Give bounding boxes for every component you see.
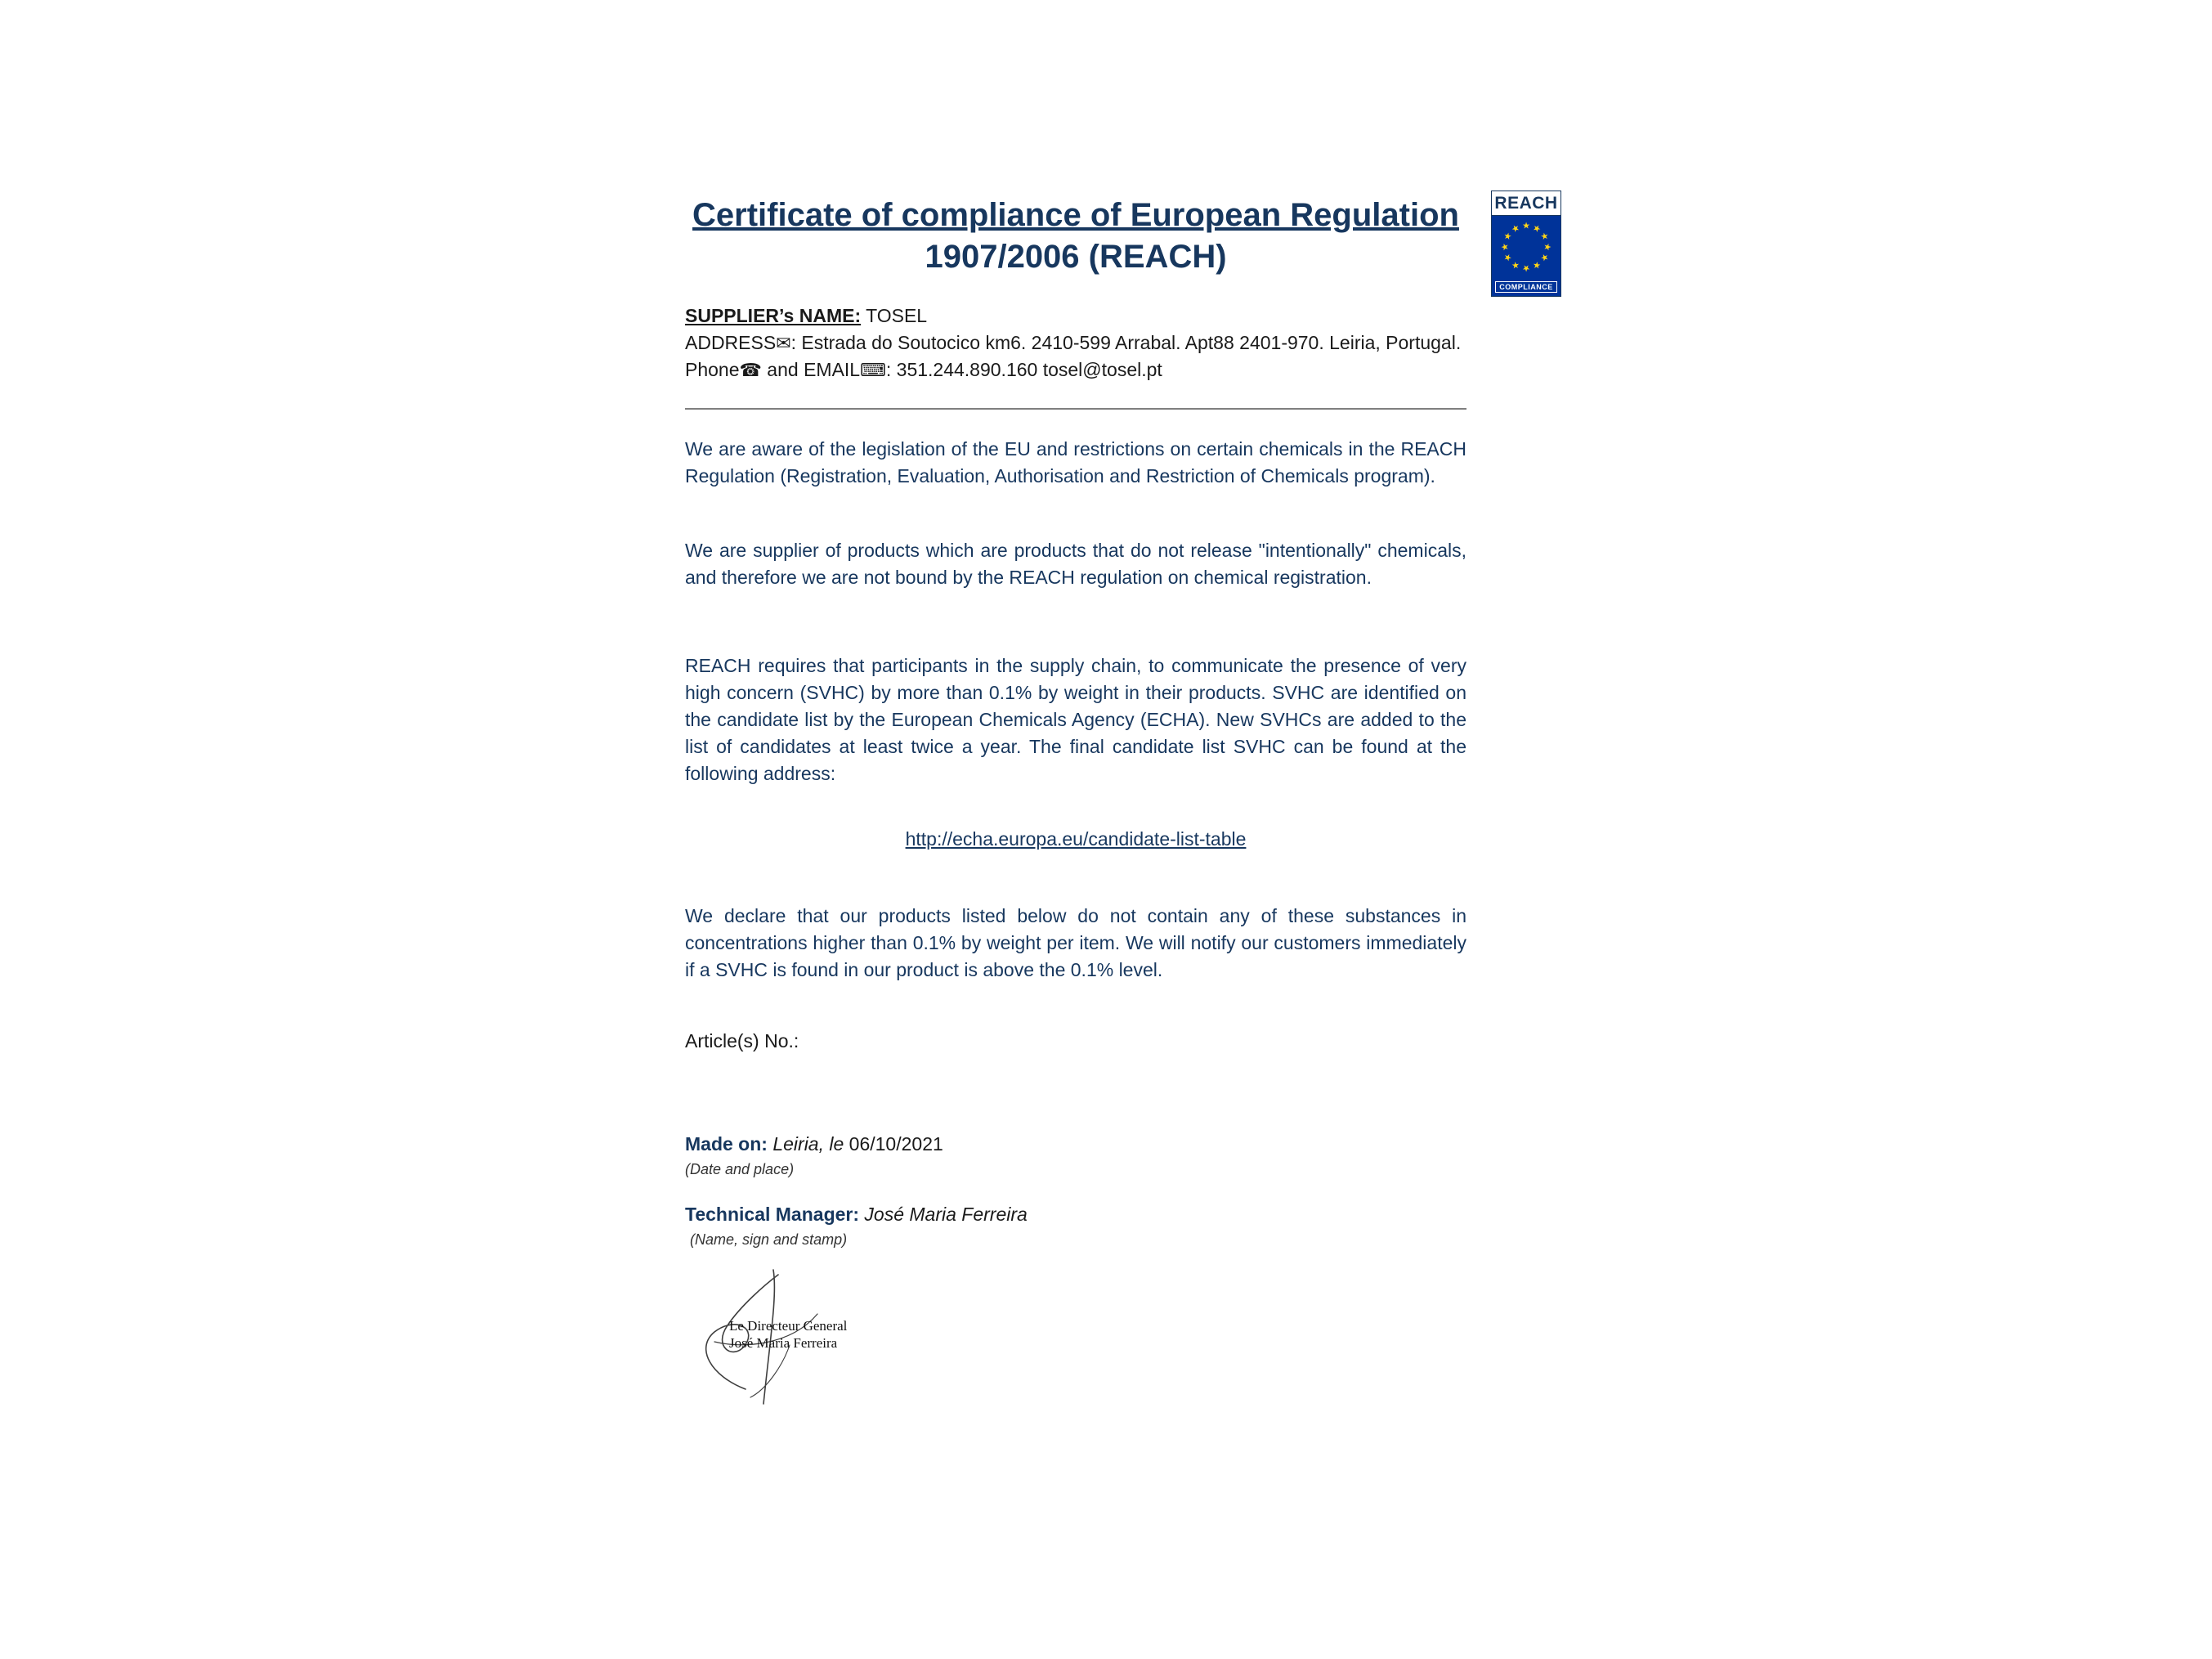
made-on-date: 06/10/2021: [844, 1133, 943, 1155]
eu-star-icon: ★: [1502, 251, 1515, 264]
technical-manager-line: [685, 1201, 1466, 1228]
email-label: and EMAIL: [761, 359, 861, 381]
eu-star-icon: ★: [1502, 230, 1515, 243]
paragraph-supplier-declaration: We are supplier of products which are products that do not release "intentionally" chemicals, and therefore we are not bound by the REACH regulation on chemical registration.: [685, 540, 1466, 589]
compliance-banner: [1492, 278, 1560, 296]
title-line-2: 1907/2006 (REACH): [925, 239, 1227, 276]
address-line: [685, 330, 1466, 356]
date-place-caption: (Date and place): [685, 1161, 795, 1178]
divider-rule: [685, 408, 1466, 410]
supplier-name-label: SUPPLIER’s NAME:: [685, 305, 862, 327]
name-sign-caption: (Name, sign and stamp): [690, 1231, 848, 1249]
candidate-list-link-line: [685, 826, 1466, 853]
reach-compliance-logo: [1491, 191, 1561, 297]
contact-value: : 351.244.890.160 tosel@tosel.pt: [885, 359, 1162, 381]
certificate-title: [685, 195, 1466, 278]
technical-manager-name: José Maria Ferreira: [859, 1204, 1028, 1226]
supplier-block: [685, 303, 1466, 383]
eu-star-icon: ★: [1522, 262, 1530, 273]
signature-block: [693, 1267, 938, 1422]
eu-flag: [1492, 216, 1560, 278]
contact-line: [685, 356, 1466, 383]
paragraph-legislation: We are aware of the legislation of the EU and restrictions on certain chemicals in the REACH Regulation (Registration, Evaluation, Authorisation and Restriction of Chemicals program).: [685, 438, 1466, 487]
eu-star-icon: ★: [1530, 222, 1543, 235]
signature-text-line2: José Maria Ferreira: [729, 1335, 838, 1352]
made-on-label: Made on:: [685, 1133, 768, 1155]
document-content: [685, 0, 1466, 1422]
compliance-banner-label: COMPLIANCE: [1495, 281, 1557, 293]
phone-label: Phone: [685, 359, 740, 381]
eu-star-icon: ★: [1542, 243, 1552, 251]
phone-icon: ☎: [739, 360, 762, 381]
signature-text: [729, 1317, 847, 1352]
envelope-icon: ✉: [776, 333, 791, 354]
eu-star-icon: ★: [1509, 258, 1522, 271]
reach-logo-text: REACH: [1492, 191, 1560, 216]
computer-icon: ⌨: [860, 360, 886, 381]
supplier-name-value: TOSEL: [861, 305, 928, 327]
eu-star-icon: ★: [1522, 221, 1530, 231]
eu-star-icon: ★: [1530, 258, 1543, 271]
made-on-line: [685, 1131, 1466, 1158]
paragraph-reach-svhc: REACH requires that participants in the supply chain, to communicate the presence of very high concern (SVHC) by more than 0.1% by weight in their products. SVHC are identified on the candidate list by the European Chemicals Agency (ECHA). New SVHCs are added to the list of candidates at least twice a year. The final candidate list SVHC can be found at the following address:: [685, 655, 1466, 785]
technical-manager-label: Technical Manager:: [685, 1204, 860, 1226]
eu-star-icon: ★: [1500, 243, 1511, 251]
address-value: : Estrada do Soutocico km6. 2410-599 Arrabal. Apt88 2401-970. Leiria, Portugal.: [790, 332, 1462, 354]
candidate-list-link[interactable]: http://echa.europa.eu/candidate-list-table: [905, 828, 1247, 850]
article-number-label: Article(s) No.:: [685, 1030, 799, 1052]
address-label: ADDRESS: [685, 332, 777, 354]
signature-text-line1: Le Directeur General: [729, 1318, 848, 1334]
eu-star-icon: ★: [1538, 230, 1551, 243]
eu-star-icon: ★: [1509, 222, 1522, 235]
title-line-1: Certificate of compliance of European Regulation: [692, 197, 1459, 233]
eu-star-icon: ★: [1538, 251, 1551, 264]
supplier-name-line: [685, 303, 1466, 330]
paragraph-declaration: We declare that our products listed below do not contain any of these substances in concentrations higher than 0.1% by weight per item. We will notify our customers immediately if a SVHC is found in our product is above the 0.1% level.: [685, 905, 1466, 981]
made-on-place: Leiria, le: [767, 1133, 844, 1155]
